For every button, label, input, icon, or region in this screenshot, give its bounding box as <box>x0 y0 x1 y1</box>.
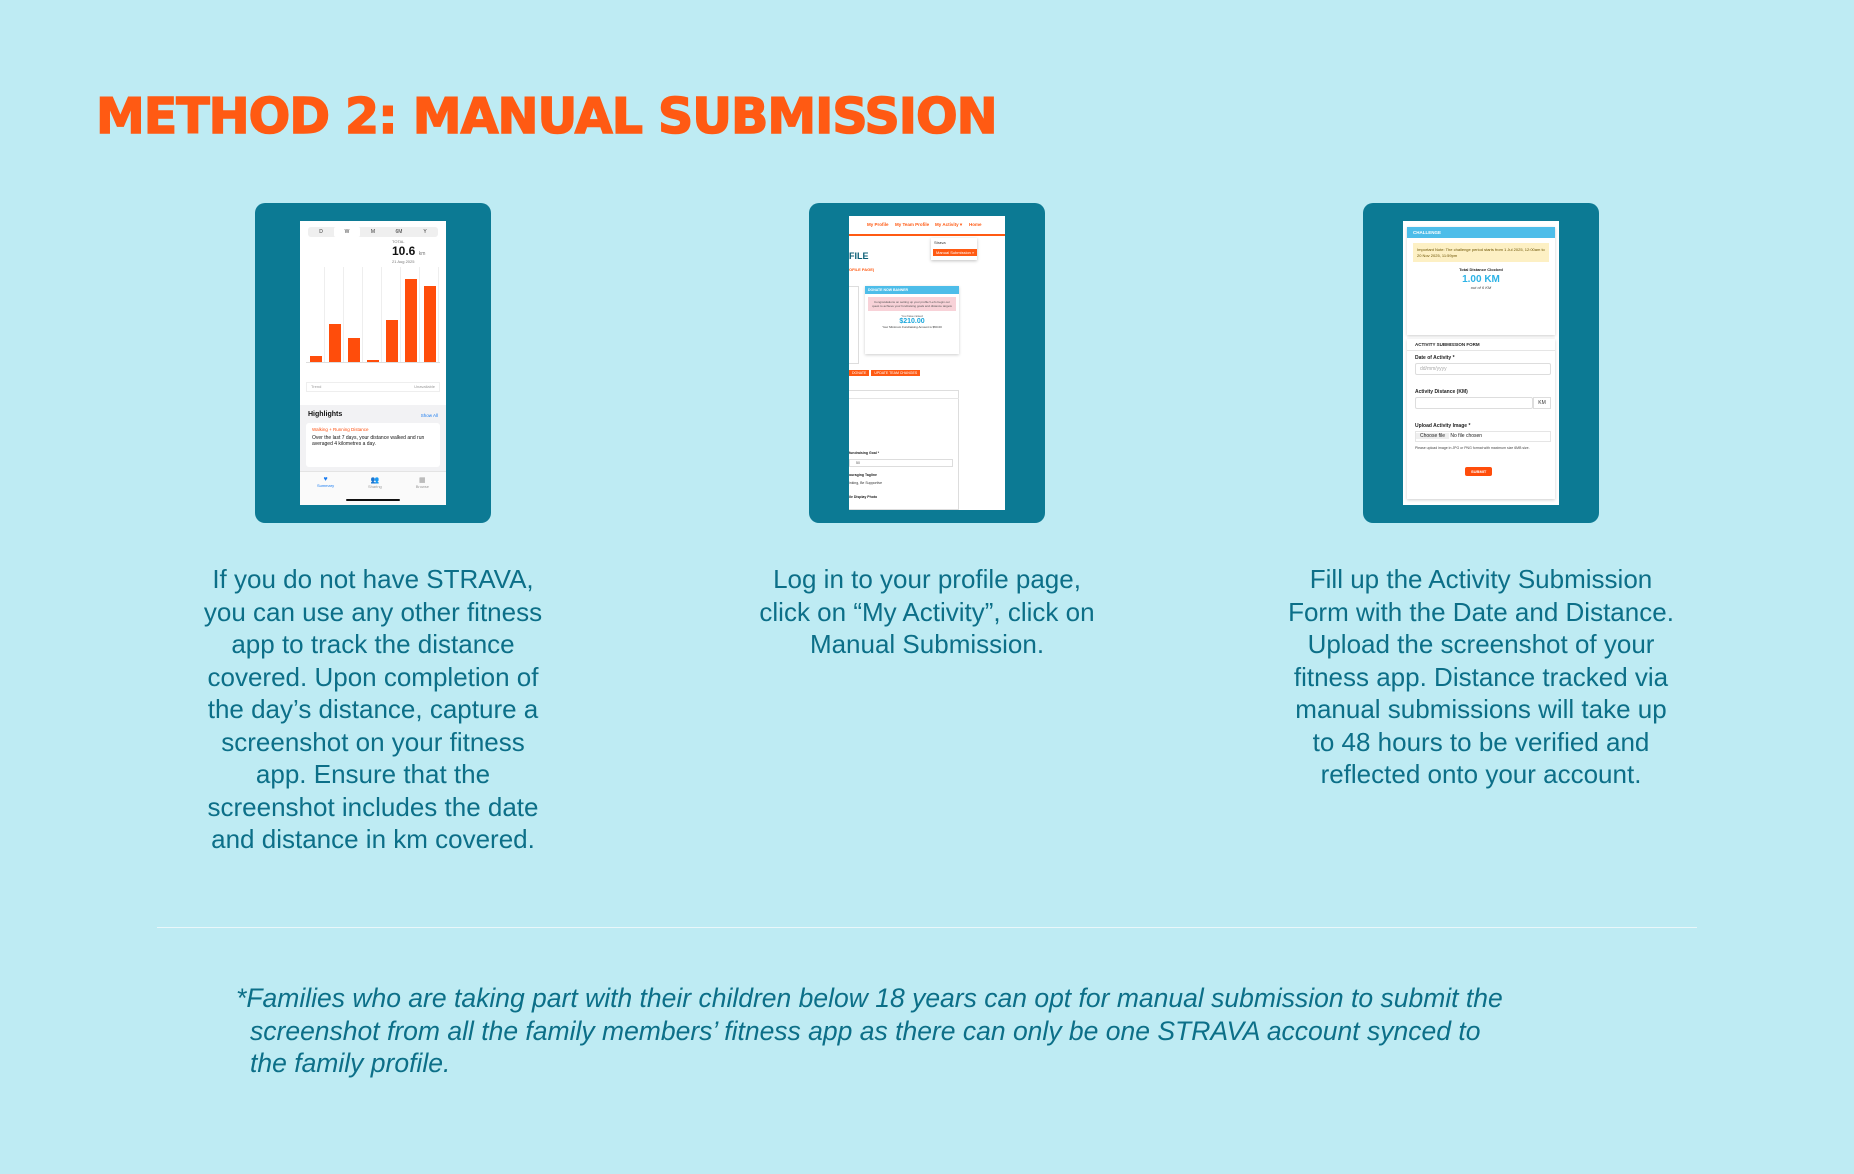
distance-bar <box>405 279 417 362</box>
tab-browse[interactable]: ▦ Browse <box>415 477 430 489</box>
tagline-label: ouraging Tagline <box>849 473 877 477</box>
activity-submission-form <box>1407 339 1555 499</box>
total-label: TOTAL <box>392 239 405 244</box>
step-2-screenshot-frame <box>809 203 1045 523</box>
total-date: 21 Aug 2025 <box>392 259 415 264</box>
donate-card-note: Congratulations on setting up your profile! Let's begin our quest to achieve your fundraising goals and distance targets <box>868 297 956 311</box>
heart-icon: ♥ <box>323 476 328 483</box>
distance-bar <box>424 286 436 362</box>
my-activity-dropdown <box>931 238 977 260</box>
profile-heading: FILE <box>849 251 869 261</box>
profile-subheading: OFILE PAGE) <box>849 267 875 272</box>
profile-navbar <box>849 216 1005 236</box>
manual-submission-menu-item[interactable]: Manual Submission » <box>933 249 977 256</box>
distance-bar <box>367 360 379 362</box>
step-1-description: If you do not have STRAVA, you can use any other fitness app to track the distance covered. Upon completion of the day’s distance, capture a screenshot on your fitness app. Ensure that the screenshot includes the date and distance in km covered. <box>203 564 543 854</box>
upload-label: Upload Activity Image * <box>1415 423 1471 429</box>
goal-label: fundraising Goal * <box>849 451 880 455</box>
upload-note: Please upload image in JPG or PNG format with maximum size 6MB size. <box>1415 446 1530 450</box>
photo-label: ile Display Photo <box>849 495 878 499</box>
profile-actions <box>849 370 920 376</box>
date-input[interactable]: dd/mm/yyyy <box>1415 363 1551 375</box>
submission-form-screenshot <box>1403 221 1559 505</box>
footnote-line-3: the family profile. <box>250 1048 451 1078</box>
grid-icon: ▦ <box>419 477 426 484</box>
donate-card-header: DONATE NOW BANNER <box>865 286 959 294</box>
highlights-section <box>300 405 446 505</box>
update-team-button[interactable]: UPDATE TEAM CHANGES <box>871 370 920 376</box>
tab-sharing[interactable]: 👥 Sharing <box>367 477 382 489</box>
important-note: Important Note: The challenge period starts from 1 Jul 2025, 12:00am to 20 Nov 2025, 11:59pm <box>1413 243 1549 262</box>
distance-input[interactable] <box>1415 397 1533 409</box>
profile-page-screenshot <box>849 216 1005 510</box>
highlight-text: Over the last 7 days, your distance walked and run averaged 4 kilometres a day. <box>312 435 425 447</box>
page-title: METHOD 2: MANUAL SUBMISSION <box>96 88 997 145</box>
divider <box>157 927 1697 928</box>
donate-button[interactable]: DONATE <box>849 370 869 376</box>
footnote <box>236 982 1656 1080</box>
total-value: 10.6 km <box>392 244 426 258</box>
show-all-link[interactable]: Show All <box>420 413 438 418</box>
challenge-card: CHALLENGE Important Note: The challenge period starts from 1 Jul 2025, 12:00am to 20 Nov 2025, 11:59pm Total Distance Clocked 1.00 KM out of 6 KM <box>1407 227 1555 335</box>
km-unit-addon: KM <box>1533 397 1551 409</box>
challenge-header: CHALLENGE <box>1407 227 1555 238</box>
form-title: ACTIVITY SUBMISSION FORM <box>1407 339 1555 351</box>
tab-summary[interactable]: ♥ Summary <box>316 476 335 488</box>
profile-form-card <box>849 390 959 510</box>
submit-button[interactable]: SUBMIT <box>1465 467 1492 476</box>
highlight-card[interactable] <box>306 423 440 467</box>
step-2-description: Log in to your profile page, click on “My Activity”, click on Manual Submission. <box>759 564 1095 659</box>
nav-home[interactable]: Home <box>969 222 982 227</box>
date-label: Date of Activity * <box>1415 355 1455 361</box>
step-1-screenshot-frame <box>255 203 491 523</box>
distance-label: Activity Distance (KM) <box>1415 389 1468 395</box>
distance-bar <box>310 356 322 362</box>
people-icon: 👥 <box>370 477 380 484</box>
raised-amount: $210.00 <box>899 318 925 325</box>
nav-my-activity[interactable]: My Activity ▾ <box>935 222 963 227</box>
file-input[interactable]: Choose file No file chosen <box>1415 431 1551 442</box>
step-3-screenshot-frame <box>1363 203 1599 523</box>
nav-my-team-profile[interactable]: My Team Profile <box>895 222 930 227</box>
highlights-title: Highlights <box>308 411 343 418</box>
tagline-value[interactable]: inking, Be Supportive <box>849 481 883 485</box>
total-distance: 1.00 KM <box>1462 274 1500 285</box>
footnote-line-1: *Families who are taking part with their children below 18 years can opt for manual submission to submit the <box>236 983 1503 1013</box>
period-segmented-control: D W M 6M Y <box>308 227 438 237</box>
distance-bar <box>329 324 341 362</box>
trend-row: Trend Unavailable <box>306 382 440 392</box>
nav-my-profile[interactable]: My Profile <box>867 222 889 227</box>
donate-card: DONATE NOW BANNER Congratulations on setting up your profile! Let's begin our quest to achieve your fundraising goals and distance targets You have raised $210.00 Your Minimum Fundraising Amount is $50.00 <box>865 286 959 354</box>
goal-input[interactable]: 50 <box>849 459 953 467</box>
highlight-tag: Walking + Running Distance <box>312 427 369 432</box>
distance-bar-chart <box>306 267 440 363</box>
dropdown-strava[interactable]: Strava <box>934 240 946 245</box>
home-indicator <box>346 499 400 501</box>
side-card <box>849 286 859 364</box>
distance-bar <box>348 338 360 362</box>
step-3-description: Fill up the Activity Submission Form with the Date and Distance. Upload the screenshot of your fitness app. Distance tracked via manual submissions will take up to 48 hours to be verified and reflected onto your account. <box>1288 564 1674 789</box>
distance-bar <box>386 320 398 362</box>
choose-file-button[interactable]: Choose file <box>1416 433 1449 439</box>
fitness-app-screenshot <box>300 221 446 505</box>
footnote-line-2: screenshot from all the family members’ fitness app as there can only be one STRAVA account synced to <box>250 1015 1481 1046</box>
